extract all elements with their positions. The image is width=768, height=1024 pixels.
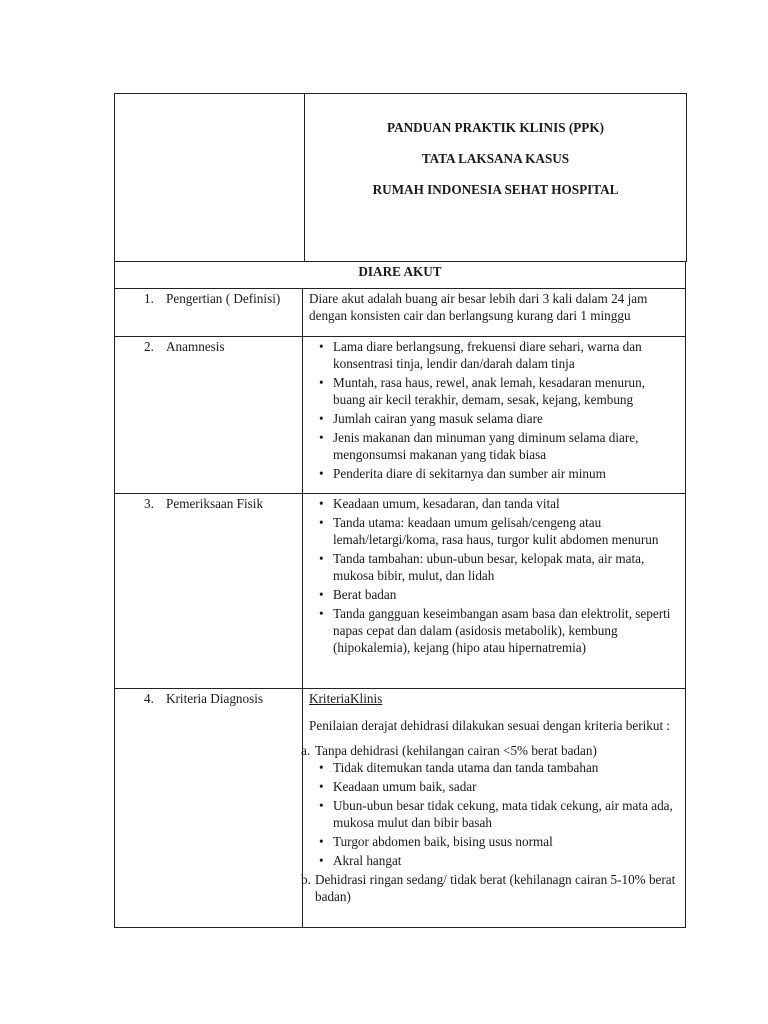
criteria-letter: b. (301, 872, 311, 887)
list-item: • Berat badan (333, 586, 679, 603)
criteria-b-text: Dehidrasi ringan sedang/ tidak berat (kehilanagn cairan 5-10% berat badan) (315, 872, 676, 904)
header-titles (305, 120, 686, 213)
row-number: 2. (144, 339, 154, 354)
list-item: • Tanda gangguan keseimbangan asam basa dan elektrolit, seperti napas cepat dan dalam (asidosis metabolik), kembung (hipokalemia), kejang (hipo atau hipernatremia) (333, 605, 679, 656)
list-item: • Akral hangat (333, 852, 679, 869)
header-title-hospital: RUMAH INDONESIA SEHAT HOSPITAL (372, 182, 619, 197)
header-title-tata-laksana: TATA LAKSANA KASUS (421, 151, 570, 166)
row-label (115, 337, 303, 493)
list-item: • Keadaan umum baik, sadar (333, 778, 679, 795)
pemeriksaan-list (309, 495, 679, 656)
row-kriteria-diagnosis (115, 689, 685, 927)
criteria-letter: a. (301, 743, 311, 758)
row-label (115, 289, 303, 336)
list-item: • Tanda tambahan: ubun-ubun besar, kelopak mata, air mata, mukosa bibir, mulut, dan lidah (333, 550, 679, 584)
list-item: • Tidak ditemukan tanda utama dan tanda tambahan (333, 759, 679, 776)
row-number: 3. (144, 496, 154, 511)
row-content (303, 337, 685, 493)
row-content (303, 689, 685, 927)
row-pemeriksaan-fisik (115, 494, 685, 689)
header-title-ppk: PANDUAN PRAKTIK KLINIS (PPK) (387, 120, 604, 135)
document-header (114, 93, 687, 262)
anamnesis-list (309, 338, 679, 482)
row-content (303, 289, 685, 336)
definition-text: Diare akut adalah buang air besar lebih dari 3 kali dalam 24 jam dengan konsisten cair dan berlangsung kurang dari 1 minggu (309, 291, 648, 323)
list-item: • Muntah, rasa haus, rewel, anak lemah, kesadaran menurun, buang air kecil terakhir, demam, sesak, kejang, kembung (333, 374, 679, 408)
list-item: • Ubun-ubun besar tidak cekung, mata tidak cekung, air mata ada, mukosa mulut dan bibir basah (333, 797, 679, 831)
kriteria-intro: Penilaian derajat dehidrasi dilakukan sesuai dengan kriteria berikut : (309, 718, 671, 733)
diagnosis-title: DIARE AKUT (115, 262, 685, 289)
list-item: • Jenis makanan dan minuman yang diminum selama diare, mengonsumsi makanan yang tidak biasa (333, 429, 679, 463)
criteria-b (301, 871, 679, 905)
list-item: • Penderita diare di sekitarnya dan sumber air minum (333, 465, 679, 482)
list-item: • Jumlah cairan yang masuk selama diare (333, 410, 679, 427)
kriteria-subheading: KriteriaKlinis (309, 691, 383, 706)
row-definisi (115, 289, 685, 337)
row-label-text: Kriteria Diagnosis (166, 691, 264, 706)
row-label (115, 689, 303, 927)
row-number: 4. (144, 691, 154, 706)
row-label-text: Pemeriksaan Fisik (166, 496, 264, 511)
row-label (115, 494, 303, 688)
criteria-a-text: Tanpa dehidrasi (kehilangan cairan <5% berat badan) (315, 743, 597, 758)
row-number: 1. (144, 291, 154, 306)
list-item: • Turgor abdomen baik, bising usus normal (333, 833, 679, 850)
row-content (303, 494, 685, 688)
list-item: • Lama diare berlangsung, frekuensi diare sehari, warna dan konsentrasi tinja, lendir dan/darah dalam tinja (333, 338, 679, 372)
criteria-a-list (309, 759, 679, 869)
list-item: • Tanda utama: keadaan umum gelisah/cengeng atau lemah/letargi/koma, rasa haus, turgor kulit abdomen menurun (333, 514, 679, 548)
list-item: • Keadaan umum, kesadaran, dan tanda vital (333, 495, 679, 512)
logo-cell (115, 94, 305, 261)
criteria-a (301, 742, 679, 759)
row-anamnesis (115, 337, 685, 494)
row-label-text: Anamnesis (166, 339, 225, 354)
row-label-text: Pengertian ( Definisi) (166, 291, 281, 306)
ppk-table (114, 262, 686, 928)
